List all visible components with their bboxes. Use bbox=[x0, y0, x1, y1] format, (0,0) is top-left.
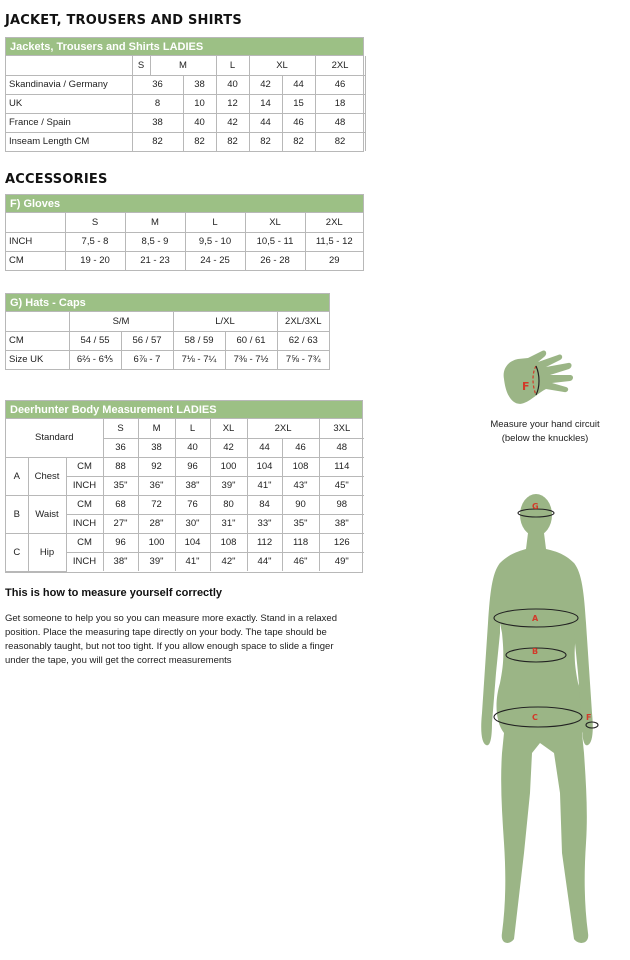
cell: 9,5 - 10 bbox=[185, 232, 245, 251]
hand-illustration bbox=[498, 345, 588, 410]
cell: 38" bbox=[175, 476, 210, 495]
cell: 11,5 - 12 bbox=[305, 232, 363, 251]
cell: 6⅔ - 6⅘ bbox=[69, 350, 121, 369]
body-label-b: B bbox=[532, 647, 539, 656]
cell: 40 bbox=[175, 438, 210, 457]
size-header: S bbox=[103, 419, 138, 438]
cell: 76 bbox=[175, 495, 210, 514]
cell: 48 bbox=[319, 438, 364, 457]
cell: 19 - 20 bbox=[65, 251, 125, 270]
cell: 35" bbox=[282, 514, 319, 533]
standard-label: Standard bbox=[6, 419, 103, 457]
cell: 38 bbox=[132, 113, 183, 132]
body-label-c: C bbox=[532, 713, 538, 722]
cell: 58 / 59 bbox=[173, 331, 225, 350]
cell: 82 bbox=[216, 132, 249, 151]
cell: 42" bbox=[210, 552, 247, 571]
instruction-line: under the tape, you will get the correct measurements bbox=[5, 655, 232, 666]
jackets-table-title: Jackets, Trousers and Shirts LADIES bbox=[6, 38, 363, 56]
cell: 28" bbox=[138, 514, 175, 533]
cell: 42 bbox=[210, 438, 247, 457]
cell: 80 bbox=[210, 495, 247, 514]
size-header: XL bbox=[249, 56, 315, 75]
table-row bbox=[6, 113, 365, 132]
cell: 48 bbox=[315, 113, 365, 132]
cell: 104 bbox=[175, 533, 210, 552]
size-header: S/M bbox=[69, 312, 173, 331]
cell: 100 bbox=[210, 457, 247, 476]
cell: 82 bbox=[249, 132, 282, 151]
cell: 36 bbox=[132, 75, 183, 94]
unit-label: INCH bbox=[66, 476, 103, 495]
cell: 108 bbox=[210, 533, 247, 552]
cell: 82 bbox=[282, 132, 315, 151]
cell: 21 - 23 bbox=[125, 251, 185, 270]
cell: 41" bbox=[247, 476, 282, 495]
cell: 100 bbox=[138, 533, 175, 552]
cell: 7⅜ - 7½ bbox=[225, 350, 277, 369]
row-label: Size UK bbox=[6, 350, 69, 369]
cell: 46 bbox=[282, 438, 319, 457]
body-measurement-table bbox=[5, 400, 363, 573]
cell: 56 / 57 bbox=[121, 331, 173, 350]
cell: 82 bbox=[132, 132, 183, 151]
cell: 90 bbox=[282, 495, 319, 514]
row-label: CM bbox=[6, 251, 65, 270]
hand-label-f: F bbox=[522, 380, 530, 393]
cell: 42 bbox=[249, 75, 282, 94]
cell: 112 bbox=[247, 533, 282, 552]
size-header: M bbox=[138, 419, 175, 438]
size-header: 2XL bbox=[315, 56, 365, 75]
cell: 60 / 61 bbox=[225, 331, 277, 350]
cell: 29 bbox=[305, 251, 363, 270]
size-header: 2XL bbox=[305, 213, 363, 232]
gloves-table-title: F) Gloves bbox=[6, 195, 363, 213]
cell: 10 bbox=[183, 94, 216, 113]
cell: 108 bbox=[282, 457, 319, 476]
table-row bbox=[6, 350, 329, 369]
heading-clothing: JACKET, TROUSERS AND SHIRTS bbox=[5, 13, 242, 28]
size-header: M bbox=[150, 56, 216, 75]
group-name: Chest bbox=[28, 457, 66, 495]
cell: 10,5 - 11 bbox=[245, 232, 305, 251]
cell: 6⅞ - 7 bbox=[121, 350, 173, 369]
body-label-f: F bbox=[586, 713, 592, 722]
cell: 44 bbox=[247, 438, 282, 457]
cell: 44 bbox=[282, 75, 315, 94]
cell: 26 - 28 bbox=[245, 251, 305, 270]
cell: 114 bbox=[319, 457, 364, 476]
cell: 68 bbox=[103, 495, 138, 514]
cell: 43" bbox=[282, 476, 319, 495]
group-letter: C bbox=[6, 533, 28, 571]
gloves-size-row bbox=[6, 213, 363, 232]
body-table-title: Deerhunter Body Measurement LADIES bbox=[6, 401, 362, 419]
cell: 49" bbox=[319, 552, 364, 571]
jackets-table bbox=[5, 37, 364, 152]
cell: 30" bbox=[175, 514, 210, 533]
cell: 42 bbox=[216, 113, 249, 132]
table-row bbox=[6, 132, 365, 151]
cell: 38" bbox=[319, 514, 364, 533]
cell: 44" bbox=[247, 552, 282, 571]
cell: 8,5 - 9 bbox=[125, 232, 185, 251]
table-row bbox=[6, 457, 364, 476]
cell: 35" bbox=[103, 476, 138, 495]
row-label: France / Spain bbox=[6, 113, 132, 132]
group-letter: A bbox=[6, 457, 28, 495]
instruction-line: position. Place the measuring tape directly on your body. The tape should be bbox=[5, 627, 327, 638]
size-header: XL bbox=[245, 213, 305, 232]
cell: 126 bbox=[319, 533, 364, 552]
table-row bbox=[6, 75, 365, 94]
cell: 72 bbox=[138, 495, 175, 514]
unit-label: CM bbox=[66, 533, 103, 552]
cell: 15 bbox=[282, 94, 315, 113]
row-label: Skandinavia / Germany bbox=[6, 75, 132, 94]
cell: 96 bbox=[103, 533, 138, 552]
body-label-a: A bbox=[532, 614, 539, 623]
cell: 14 bbox=[249, 94, 282, 113]
hats-table-title: G) Hats - Caps bbox=[6, 294, 329, 312]
hand-caption-line: Measure your hand circuit bbox=[490, 419, 600, 430]
cell: 46 bbox=[282, 113, 315, 132]
unit-label: CM bbox=[66, 495, 103, 514]
cell: 8 bbox=[132, 94, 183, 113]
hand-caption bbox=[470, 418, 620, 446]
unit-label: CM bbox=[66, 457, 103, 476]
size-header: L bbox=[216, 56, 249, 75]
body-figure bbox=[460, 493, 620, 948]
cell: 24 - 25 bbox=[185, 251, 245, 270]
instruction-line: reasonably taught, but not too tight. If you allow enough space to slide a finger bbox=[5, 641, 334, 652]
cell: 46" bbox=[282, 552, 319, 571]
group-name: Waist bbox=[28, 495, 66, 533]
table-row bbox=[6, 495, 364, 514]
gloves-table bbox=[5, 194, 364, 271]
row-label: CM bbox=[6, 331, 69, 350]
cell: 33" bbox=[247, 514, 282, 533]
cell: 12 bbox=[216, 94, 249, 113]
cell: 82 bbox=[183, 132, 216, 151]
table-row bbox=[6, 533, 364, 552]
cell: 41" bbox=[175, 552, 210, 571]
cell: 38 bbox=[138, 438, 175, 457]
cell: 88 bbox=[103, 457, 138, 476]
cell: 44 bbox=[249, 113, 282, 132]
cell: 92 bbox=[138, 457, 175, 476]
cell: 104 bbox=[247, 457, 282, 476]
hats-table bbox=[5, 293, 330, 370]
cell: 98 bbox=[319, 495, 364, 514]
table-row bbox=[6, 94, 365, 113]
cell: 36" bbox=[138, 476, 175, 495]
size-header: 2XL/3XL bbox=[277, 312, 329, 331]
cell: 27" bbox=[103, 514, 138, 533]
size-header: XL bbox=[210, 419, 247, 438]
unit-label: INCH bbox=[66, 552, 103, 571]
cell: 40 bbox=[216, 75, 249, 94]
heading-accessories: ACCESSORIES bbox=[5, 172, 108, 187]
cell: 118 bbox=[282, 533, 319, 552]
row-label: INCH bbox=[6, 232, 65, 251]
body-size-row bbox=[6, 419, 364, 438]
measure-instructions bbox=[5, 612, 345, 668]
cell: 38 bbox=[183, 75, 216, 94]
cell: 7,5 - 8 bbox=[65, 232, 125, 251]
cell: 36 bbox=[103, 438, 138, 457]
cell: 62 / 63 bbox=[277, 331, 329, 350]
size-header: L bbox=[175, 419, 210, 438]
cell: 82 bbox=[315, 132, 365, 151]
cell: 54 / 55 bbox=[69, 331, 121, 350]
row-label: UK bbox=[6, 94, 132, 113]
instruction-line: Get someone to help you so you can measure more exactly. Stand in a relaxed bbox=[5, 613, 337, 624]
table-row bbox=[6, 251, 363, 270]
group-name: Hip bbox=[28, 533, 66, 571]
cell: 31" bbox=[210, 514, 247, 533]
cell: 39" bbox=[210, 476, 247, 495]
size-header: 2XL bbox=[247, 419, 319, 438]
size-header: L/XL bbox=[173, 312, 277, 331]
row-label: Inseam Length CM bbox=[6, 132, 132, 151]
size-header: L bbox=[185, 213, 245, 232]
table-row bbox=[6, 232, 363, 251]
body-label-g: G bbox=[532, 502, 539, 511]
jackets-size-row bbox=[6, 56, 365, 75]
measure-title: This is how to measure yourself correctly bbox=[5, 587, 223, 599]
cell: 38" bbox=[103, 552, 138, 571]
hand-caption-line: (below the knuckles) bbox=[501, 433, 589, 444]
cell: 45" bbox=[319, 476, 364, 495]
cell: 96 bbox=[175, 457, 210, 476]
cell: 7⅛ - 7¼ bbox=[173, 350, 225, 369]
size-header: 3XL bbox=[319, 419, 364, 438]
table-row bbox=[6, 331, 329, 350]
size-header: M bbox=[125, 213, 185, 232]
size-header: S bbox=[65, 213, 125, 232]
cell: 39" bbox=[138, 552, 175, 571]
group-letter: B bbox=[6, 495, 28, 533]
unit-label: INCH bbox=[66, 514, 103, 533]
size-header: S bbox=[132, 56, 150, 75]
cell: 40 bbox=[183, 113, 216, 132]
hats-size-row bbox=[6, 312, 329, 331]
cell: 84 bbox=[247, 495, 282, 514]
cell: 18 bbox=[315, 94, 365, 113]
cell: 7⅝ - 7¾ bbox=[277, 350, 329, 369]
cell: 46 bbox=[315, 75, 365, 94]
